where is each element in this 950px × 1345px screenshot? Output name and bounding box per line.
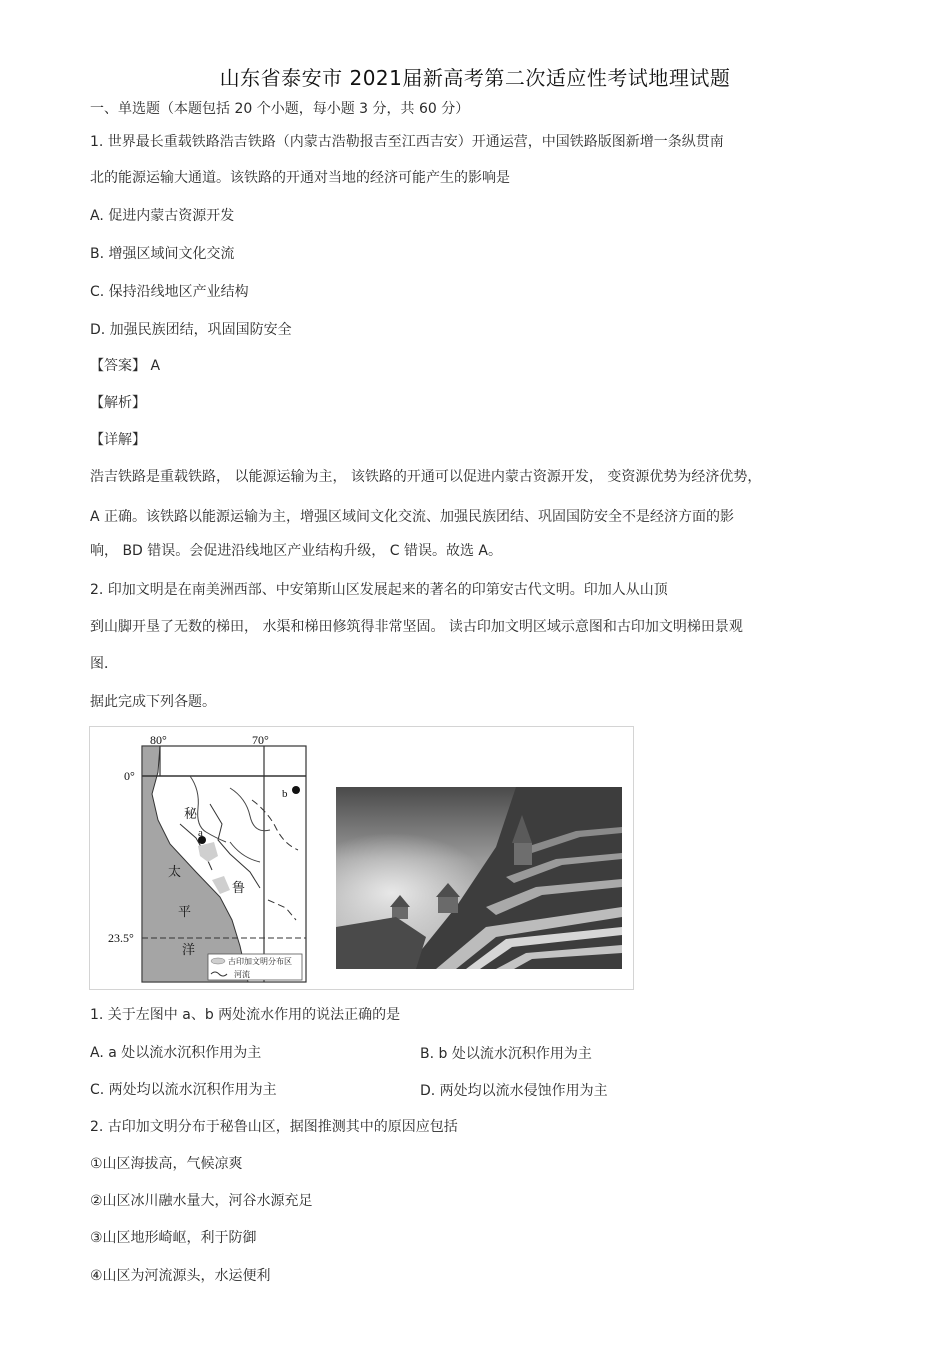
q2-sub2-item-1: ①山区海拔高，气候凉爽 — [90, 1156, 243, 1172]
q2-intro-line4: 据此完成下列各题。 — [90, 694, 216, 710]
inca-region-map — [100, 732, 312, 984]
q2-sub1-option-d: D. 两处均以流水侵蚀作用为主 — [420, 1083, 608, 1099]
q1-analysis-label: 【解析】 — [90, 395, 146, 411]
q2-sub1-option-b: B. b 处以流水沉积作用为主 — [420, 1046, 592, 1062]
terrace-landscape-photo — [336, 787, 622, 969]
q1-answer: 【答案】 A — [90, 358, 161, 374]
point-b-label: b — [282, 788, 288, 800]
q1-stem-line1: 1. 世界最长重载铁路浩吉铁路（内蒙古浩勒报吉至江西吉安）开通运营，中国铁路版图新增一条纵贯南 — [90, 134, 724, 150]
q1-option-c: C. 保持沿线地区产业结构 — [90, 284, 249, 300]
point-a-label: a — [198, 827, 203, 839]
q2-sub1-option-a: A. a 处以流水沉积作用为主 — [90, 1045, 262, 1061]
figure-panel — [89, 726, 634, 990]
lat-23-label: 23.5° — [108, 931, 134, 945]
q2-sub1-option-c: C. 两处均以流水沉积作用为主 — [90, 1082, 277, 1098]
q1-option-a: A. 促进内蒙古资源开发 — [90, 208, 235, 224]
lon-80-label: 80° — [150, 733, 167, 747]
q1-explain-line3: 响， BD 错误。会促进沿线地区产业结构升级， C 错误。故选 A。 — [90, 543, 502, 559]
q2-sub2-item-2: ②山区冰川融水量大，河谷水源充足 — [90, 1193, 313, 1209]
q1-stem-line2: 北的能源运输大通道。该铁路的开通对当地的经济可能产生的影响是 — [90, 170, 510, 186]
q2-intro-line1: 2. 印加文明是在南美洲西部、中安第斯山区发展起来的著名的印第安古代文明。印加人从山顶 — [90, 582, 668, 598]
legend-river-label: 河流 — [234, 970, 250, 979]
q2-sub1-stem: 1. 关于左图中 a、b 两处流水作用的说法正确的是 — [90, 1007, 401, 1023]
map-char-tai: 太 — [168, 865, 182, 880]
q1-explain-line1: 浩吉铁路是重载铁路， 以能源运输为主， 该铁路的开通可以促进内蒙古资源开发， 变资源优势为经济优势， — [90, 469, 762, 485]
legend-area-label: 古印加文明分布区 — [228, 957, 292, 966]
q1-option-b: B. 增强区域间文化交流 — [90, 246, 235, 262]
page-title: 山东省泰安市 2021届新高考第二次适应性考试地理试题 — [219, 66, 731, 90]
map-char-bi: 秘 — [184, 807, 198, 822]
lat-0-label: 0° — [124, 769, 135, 783]
q2-intro-line2: 到山脚开垦了无数的梯田， 水渠和梯田修筑得非常坚固。 读古印加文明区域示意图和古印加文明梯田景观 — [90, 619, 743, 635]
q1-detail-label: 【详解】 — [90, 432, 146, 448]
q2-sub2-item-3: ③山区地形崎岖，利于防御 — [90, 1230, 257, 1246]
q1-explain-line2: A 正确。该铁路以能源运输为主，增强区域间文化交流、加强民族团结、巩固国防安全不是经济方面的影 — [90, 509, 735, 525]
q2-intro-line3: 图． — [90, 656, 118, 672]
q2-sub2-stem: 2. 古印加文明分布于秘鲁山区，据图推测其中的原因应包括 — [90, 1119, 458, 1135]
q1-option-d: D. 加强民族团结，巩固国防安全 — [90, 322, 292, 338]
section-header: 一、单选题（本题包括 20 个小题，每小题 3 分，共 60 分） — [90, 101, 470, 117]
q2-sub2-item-4: ④山区为河流源头，水运便利 — [90, 1268, 271, 1284]
map-char-lu: 鲁 — [232, 881, 246, 896]
map-char-ping: 平 — [178, 905, 192, 920]
lon-70-label: 70° — [252, 733, 269, 747]
map-char-yang: 洋 — [182, 943, 196, 958]
point-b-marker — [292, 786, 300, 794]
